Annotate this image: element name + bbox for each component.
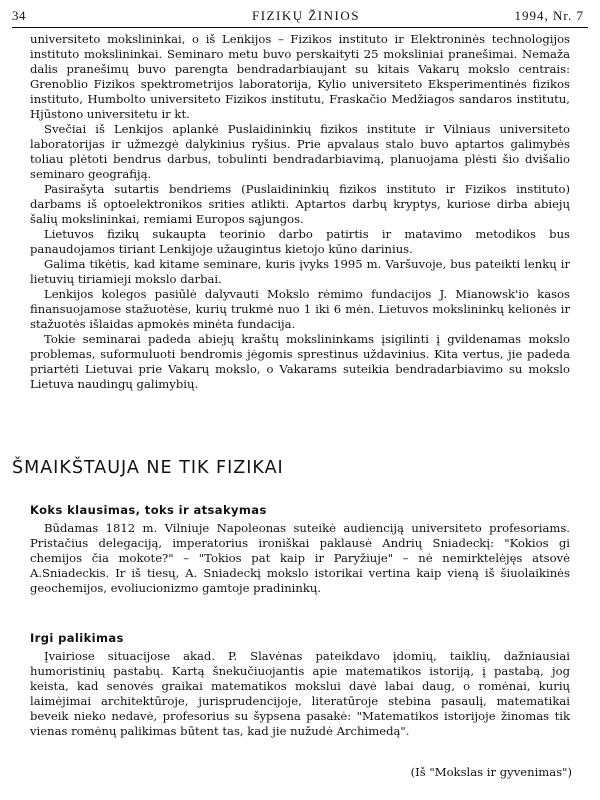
paragraph: Tokie seminarai padeda abiejų kraštų mokslininkams įsigilinti į gvildenamas mokslo problemas, suformuluoti bendromis jėgomis sprestinus uždavinius. Kita vertus, jie padeda priartėti Lietuvai prie Vakarų mokslo, o Vakarams suteikia bendradarbiavimo su mokslo Lietuva naudingų galimybių. xyxy=(30,332,570,391)
seminar-report xyxy=(30,32,570,392)
paragraph: Lietuvos fizikų sukaupta teorinio darbo patirtis ir matavimo metodikos bus panaudojamos tiriant Lenkijoje užaugintus kietojo kūno darinius. xyxy=(30,227,570,256)
paragraph: Svečiai iš Lenkijos aplankė Puslaidininkių fizikos institute ir Vilniaus universiteto laboratorijas ir užmezgė dalykinius ryšius. Prie apvalaus stalo buvo aptartos galimybės toliau plėtoti bendrus darbus, tobulinti bendradarbiavimą, planuojama plėsti šio dvišalio seminaro geografiją. xyxy=(30,122,570,181)
paragraph: universiteto mokslininkai, o iš Lenkijos – Fizikos instituto ir Elektroninės technologijos instituto mokslininkai. Seminaro metu buvo perskaityti 25 moksliniai pranešimai. Nemaža dalis pranešimų buvo parengta bendradarbiaujant su kitais Vakarų mokslo centrais: Grenoblio Fizikos spektrometrijos laboratorija, Kylio universiteto Eksperimentinės fizikos instituto, Humbolto universiteto Fizikos institutu, Fraskačio Medžiagos sandaros institutu, Hjūstono universitetu ir kt. xyxy=(30,32,570,121)
section-title: ŠMAIKŠTAUJA NE TIK FIZIKAI xyxy=(12,458,284,478)
anecdote-article xyxy=(30,503,570,596)
paragraph: Lenkijos kolegos pasiūlė dalyvauti Mokslo rėmimo fundacijos J. Mianowsk'io kasos finansuojamose stažuotėse, kurių trukmė nuo 1 iki 6 mėn. Lietuvos mokslininkų kelionės ir stažuotės išlaidas apmokės minėta fundacija. xyxy=(30,287,570,331)
issue-label: 1994, Nr. 7 xyxy=(514,8,584,23)
journal-title: FIZIKŲ ŽINIOS xyxy=(252,8,360,23)
article-text: Įvairiose situacijose akad. P. Slavėnas pateikdavo įdomių, taiklių, dažniausiai humoristinių pastabų. Kartą šnekučiuojantis apie matematikos istoriją, į pastabą, jog keista, kad senovės graikai matematikos mokslui davė labai daug, o romėnai, kurių laimėjimai architektūroje, jurisprudencijoje, literatūroje stebina pasaulį, matematikai beveik nieko nedavė, profesorius su šypsena pasakė: "Matematikos istorijoje žinomas tik vienas romėnų palikimas būtent tas, kad jie nužudė Archimedą". xyxy=(30,649,570,738)
article-heading: Irgi palikimas xyxy=(30,631,124,645)
running-head xyxy=(12,6,588,28)
article-text: Būdamas 1812 m. Vilniuje Napoleonas suteikė audienciją universiteto profesoriams. Pristačius delegaciją, imperatorius ironiškai paklausė Andrių Sniadeckį: "Kokios gi chemijos čia mokote?" – "Tokios pat kaip ir Paryžiuje" – nė nemirktelėjęs atsovė A.Sniadeckis. Ir iš tiesų, A. Sniadeckį mokslo istorikai vertina kaip vieną iš šiuolaikinės geochemijos, evoliucionizmo gamtoje pradininkų. xyxy=(30,521,570,595)
paragraph: Galima tikėtis, kad kitame seminare, kuris įvyks 1995 m. Varšuvoje, bus pateikti lenkų ir lietuvių tiriamieji mokslo darbai. xyxy=(30,257,570,286)
header-rule xyxy=(12,27,588,28)
article-heading: Koks klausimas, toks ir atsakymas xyxy=(30,503,267,517)
paragraph: Pasirašyta sutartis bendriems (Puslaidininkių fizikos instituto ir Fizikos instituto) darbams iš optoelektronikos srities atlikti. Aptartos darbų kryptys, kuriose dirba abiejų šalių mokslininkai, remiami Europos sąjungos. xyxy=(30,182,570,226)
anecdote-article xyxy=(30,631,570,739)
source-attribution: (Iš "Mokslas ir gyvenimas") xyxy=(410,765,572,779)
page-number: 34 xyxy=(12,8,26,23)
